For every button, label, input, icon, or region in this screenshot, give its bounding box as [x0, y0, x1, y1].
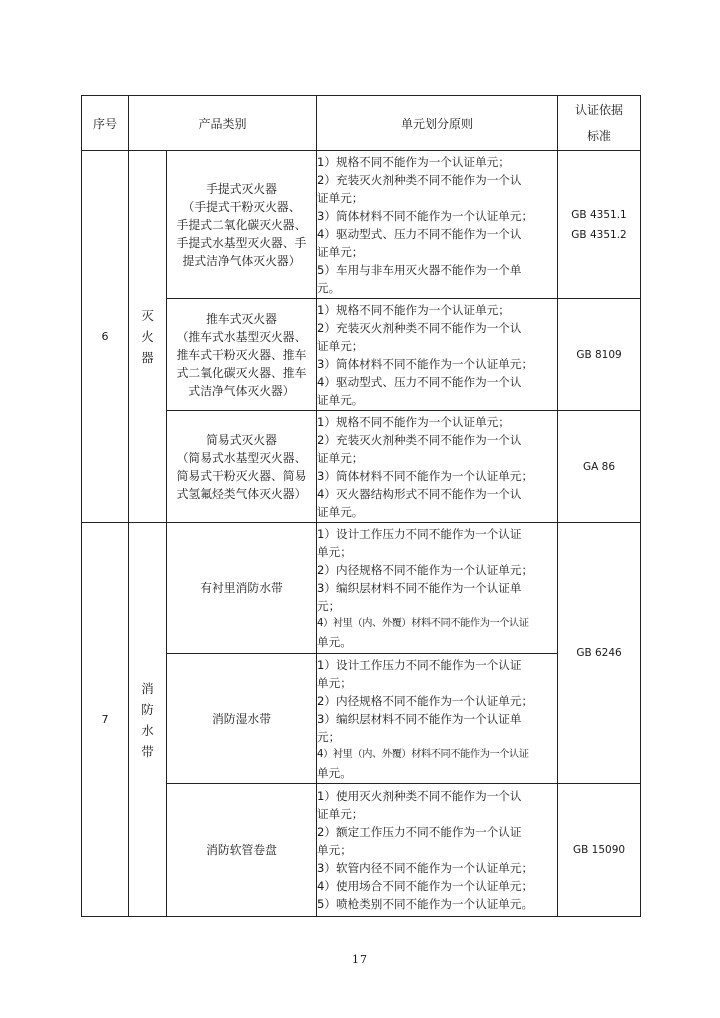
- rule-line: 单元；: [317, 843, 352, 857]
- product-detail-line: 提式洁净气体灭火器）: [182, 253, 301, 268]
- header-product-category: 产品类别: [129, 96, 317, 151]
- rule-line: 证单元。: [317, 392, 364, 407]
- rule-line: 1）规格不同不能作为一个认证单元；: [317, 414, 510, 429]
- rule-line: 单元；: [317, 675, 352, 690]
- rules-cell: [317, 654, 558, 784]
- rule-line: 5）车用与非车用灭火器不能作为一个单: [317, 262, 522, 277]
- rule-line: 2）充装灭火剂种类不同不能作为一个认: [317, 172, 522, 187]
- header-row: [82, 96, 641, 151]
- rule-line: 证单元；: [317, 450, 364, 465]
- standard-cell: [558, 299, 641, 411]
- rule-line: 4）驱动型式、压力不同不能作为一个认: [317, 226, 522, 241]
- rules-cell: [317, 784, 558, 917]
- rule-line: 1）设计工作压力不同不能作为一个认证: [317, 657, 522, 672]
- standard-cell: [558, 784, 641, 917]
- rule-line: 1）使用灭火剂种类不同不能作为一个认: [317, 789, 522, 803]
- product-detail-line: 手提式水基型灭火器、手: [176, 235, 307, 250]
- product-name: 消防湿水带: [212, 711, 271, 726]
- header-seq: 序号: [82, 96, 129, 151]
- category-char: 水: [141, 722, 154, 738]
- product-detail-line: 简易式干粉灭火器、简易: [176, 468, 307, 483]
- rule-line: 单元。: [317, 635, 352, 649]
- rule-line: 3）编织层材料不同不能作为一个认证单: [317, 711, 522, 726]
- table-row: [82, 151, 641, 299]
- product-name: 推车式灭火器: [206, 311, 277, 326]
- product-detail-line: （手提式干粉灭火器、: [182, 199, 301, 214]
- rule-line: 3）筒体材料不同不能作为一个认证单元；: [317, 356, 534, 371]
- rule-line: 证单元。: [317, 504, 364, 519]
- product-detail-line: 手提式二氧化碳灭火器、: [176, 217, 307, 232]
- product-name: 有衬里消防水带: [200, 581, 283, 595]
- standard-code: GB 4351.1: [571, 208, 627, 221]
- rules-cell: [317, 523, 558, 654]
- rule-line: 证单元；: [317, 244, 364, 259]
- rule-line: 2）充装灭火剂种类不同不能作为一个认: [317, 320, 522, 335]
- rule-line: 3）软管内径不同不能作为一个认证单元；: [317, 861, 534, 875]
- rule-line: 证单元；: [317, 807, 364, 821]
- category-cell: [129, 151, 167, 523]
- rule-line: 3）筒体材料不同不能作为一个认证单元；: [317, 208, 534, 223]
- header-standard: [558, 96, 641, 151]
- rules-cell: [317, 411, 558, 523]
- rule-line: 1）设计工作压力不同不能作为一个认证: [317, 527, 522, 541]
- product-cell: [167, 411, 317, 523]
- rule-line: 5）喷枪类别不同不能作为一个认证单元。: [317, 897, 534, 911]
- product-name: 简易式灭火器: [206, 432, 277, 447]
- category-char: 带: [141, 743, 154, 759]
- standard-code: GB 6246: [576, 647, 622, 659]
- product-cell: [167, 151, 317, 299]
- rule-line: 元。: [317, 280, 341, 295]
- rules-cell: [317, 299, 558, 411]
- rule-line: 单元；: [317, 545, 352, 559]
- rule-line: 1）规格不同不能作为一个认证单元；: [317, 302, 510, 317]
- rule-line: 2）内径规格不同不能作为一个认证单元；: [317, 693, 534, 708]
- standard-code: GB 4351.2: [571, 228, 627, 241]
- rule-line: 2）充装灭火剂种类不同不能作为一个认: [317, 432, 522, 447]
- category-cell: [129, 523, 167, 917]
- product-detail-line: 推车式干粉灭火器、推车: [176, 347, 307, 362]
- category-char: 消: [141, 680, 154, 696]
- header-standard-line2: 标准: [587, 129, 612, 143]
- product-detail-line: （简易式水基型灭火器、: [176, 450, 307, 465]
- product-detail-line: 式洁净气体灭火器）: [188, 383, 295, 398]
- rule-line: 4）灭火器结构形式不同不能作为一个认: [317, 486, 522, 501]
- certification-table: [81, 95, 641, 917]
- rule-line: 3）筒体材料不同不能作为一个认证单元；: [317, 468, 534, 483]
- category-char: 火: [141, 329, 154, 344]
- product-cell: [167, 299, 317, 411]
- category-char: 灭: [141, 308, 154, 323]
- rule-line: 4）使用场合不同不能作为一个认证单元；: [317, 879, 534, 893]
- rule-line: 元；: [317, 599, 341, 613]
- category-char: 器: [141, 350, 154, 365]
- rule-line: 4）驱动型式、压力不同不能作为一个认: [317, 374, 522, 389]
- product-detail-line: （推车式水基型灭火器、: [176, 329, 307, 344]
- product-cell: [167, 784, 317, 917]
- product-cell: [167, 523, 317, 654]
- rule-line: 2）内径规格不同不能作为一个认证单元；: [317, 563, 534, 577]
- seq-cell: 6: [82, 151, 129, 523]
- rule-line: 单元。: [317, 765, 352, 780]
- standard-code: GB 8109: [576, 348, 622, 361]
- product-cell: [167, 654, 317, 784]
- rules-cell: [317, 151, 558, 299]
- standard-cell: [558, 411, 641, 523]
- rule-line: 4）衬里（内、外覆）材料不同不能作为一个认证: [317, 748, 529, 760]
- product-name: 手提式灭火器: [206, 181, 277, 196]
- rule-line: 3）编织层材料不同不能作为一个认证单: [317, 581, 522, 595]
- product-detail-line: 式氢氟烃类气体灭火器）: [176, 486, 307, 501]
- header-standard-line1: 认证依据: [575, 103, 624, 117]
- rule-line: 1）规格不同不能作为一个认证单元；: [317, 154, 510, 169]
- rule-line: 证单元；: [317, 338, 364, 353]
- standard-code: GA 86: [583, 460, 616, 473]
- rule-line: 证单元；: [317, 190, 364, 205]
- standard-code: GB 15090: [572, 844, 626, 856]
- header-unit-principle: 单元划分原则: [317, 96, 558, 151]
- table-row: [82, 523, 641, 654]
- product-name: 消防软管卷盘: [206, 843, 277, 857]
- category-char: 防: [141, 701, 154, 717]
- standard-cell: [558, 523, 641, 784]
- rule-line: 2）额定工作压力不同不能作为一个认证: [317, 825, 522, 839]
- standard-cell: [558, 151, 641, 299]
- page-number: 17: [352, 953, 368, 966]
- rule-line: 元；: [317, 729, 341, 744]
- product-detail-line: 式二氧化碳灭火器、推车: [176, 365, 307, 380]
- seq-cell: 7: [82, 523, 129, 917]
- rule-line: 4）衬里（内、外覆）材料不同不能作为一个认证: [317, 618, 529, 629]
